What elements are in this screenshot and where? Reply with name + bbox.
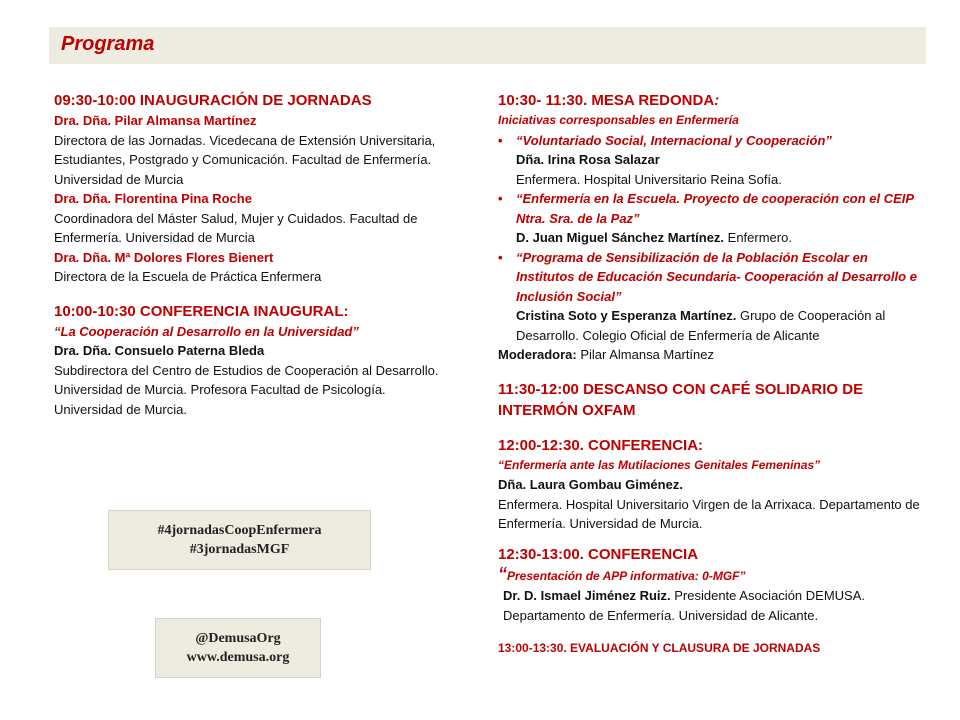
- contact-box: [155, 618, 321, 678]
- speaker-name: Dra. Dña. Florentina Pina Roche: [54, 191, 252, 206]
- speaker-name: Dña. Laura Gombau Giménez.: [498, 477, 683, 492]
- moderator-label: Moderadora:: [498, 347, 577, 362]
- speaker-description: Subdirectora del Centro de Estudios de Cooperación al Desarrollo. Universidad de Murcia. Profesora Facultad de Psicología. Universidad de Murcia.: [54, 362, 439, 417]
- bullet-icon: •: [498, 132, 503, 148]
- talk-title: “Enfermería en la Escuela. Proyecto de cooperación con el CEIP Ntra. Sra. de la Paz”: [516, 191, 914, 226]
- speaker-line: [498, 228, 928, 248]
- session-time-round-table: [498, 90, 928, 111]
- speaker-description: Directora de la Escuela de Práctica Enfermera: [54, 269, 322, 284]
- session-time-conference: 12:00-12:30. CONFERENCIA:: [498, 436, 704, 454]
- left-column: [54, 90, 454, 419]
- conference-title: “Enfermería ante las Mutilaciones Genitales Femeninas”: [498, 457, 821, 472]
- conference-title: Presentación de APP informativa: 0-MGF”: [507, 568, 746, 583]
- speaker-name: Dra. Dña. Consuelo Paterna Bleda: [54, 343, 265, 358]
- speaker-description: Directora de las Jornadas. Vicedecana de Extensión Universitaria, Estudiantes, Postgrado y Comunicación. Facultad de Enfermería. Universidad de Murcia: [54, 132, 436, 187]
- round-table-colon: :: [714, 92, 720, 109]
- speaker-line: [498, 586, 928, 606]
- talk-title: “Programa de Sensibilización de la Población Escolar en Institutos de Educación Secundaria- Cooperación al Desarrollo e Inclusión Social”: [516, 249, 917, 304]
- speaker-description: Grupo de Cooperación al Desarrollo. Colegio Oficial de Enfermería de Alicante: [516, 308, 886, 343]
- speaker-line: [498, 306, 928, 345]
- session-time-inauguration: 09:30-10:00 INAUGURACIÓN DE JORNADAS: [54, 92, 372, 109]
- speaker-description: Enfermera. Hospital Universitario Reina Sofía.: [516, 171, 782, 187]
- page-title: Programa: [61, 33, 155, 55]
- speaker-name: Dra. Dña. Pilar Almansa Martínez: [54, 113, 257, 128]
- speaker-description: Presidente Asociación DEMUSA.: [670, 588, 865, 603]
- speaker-name: Dña. Irina Rosa Salazar: [516, 152, 660, 167]
- website-link[interactable]: www.demusa.org: [186, 650, 290, 665]
- bullet-icon: •: [498, 249, 503, 265]
- speaker-name: D. Juan Miguel Sánchez Martínez.: [516, 230, 725, 245]
- right-column: [498, 90, 928, 659]
- session-time-app-conference: 12:30-13:00. CONFERENCIA: [498, 545, 699, 563]
- talk-title: “Voluntariado Social, Internacional y Cooperación”: [516, 132, 832, 148]
- program-header: [49, 27, 926, 64]
- speaker-description: Coordinadora del Máster Salud, Mujer y Cuidados. Facultad de Enfermería. Universidad de Murcia: [54, 210, 418, 245]
- list-item: [498, 131, 928, 151]
- hashtag: #4jornadasCoopEnfermera: [157, 523, 322, 538]
- speaker-description: Enfermera. Hospital Universitario Virgen de la Arrixaca. Departamento de Enfermería. Universidad de Murcia.: [498, 496, 920, 531]
- hashtag-box: [108, 510, 371, 570]
- moderator-name: Pilar Almansa Martínez: [576, 347, 715, 362]
- round-table-time: 10:30- 11:30. MESA REDONDA: [498, 92, 715, 109]
- list-item: [498, 248, 928, 307]
- session-time-closing: 13:00-13:30. EVALUACIÓN Y CLAUSURA DE JORNADAS: [498, 641, 821, 655]
- list-item: [498, 189, 928, 228]
- round-table-subtitle: Iniciativas corresponsables en Enfermería: [498, 113, 739, 127]
- hashtag: #3jornadasMGF: [189, 542, 290, 557]
- speaker-description: Enfermero.: [724, 230, 792, 245]
- moderator-line: [498, 345, 928, 365]
- session-time-break: 11:30-12:00 DESCANSO CON CAFÉ SOLIDARIO DE INTERMÓN OXFAM: [498, 380, 864, 419]
- speaker-description: Departamento de Enfermería. Universidad de Alicante.: [503, 607, 819, 623]
- session-time-opening-conference: 10:00-10:30 CONFERENCIA INAUGURAL:: [54, 302, 349, 320]
- speaker-name: Dra. Dña. Mª Dolores Flores Bienert: [54, 249, 274, 265]
- quote-mark: “: [498, 563, 507, 584]
- conference-title: “La Cooperación al Desarrollo en la Universidad”: [54, 323, 359, 339]
- conference-title-line: [498, 565, 928, 587]
- twitter-handle: @DemusaOrg: [195, 631, 281, 646]
- speaker-name: Cristina Soto y Esperanza Martínez.: [516, 308, 737, 323]
- speaker-name: Dr. D. Ismael Jiménez Ruiz.: [503, 588, 671, 603]
- bullet-icon: •: [498, 191, 503, 206]
